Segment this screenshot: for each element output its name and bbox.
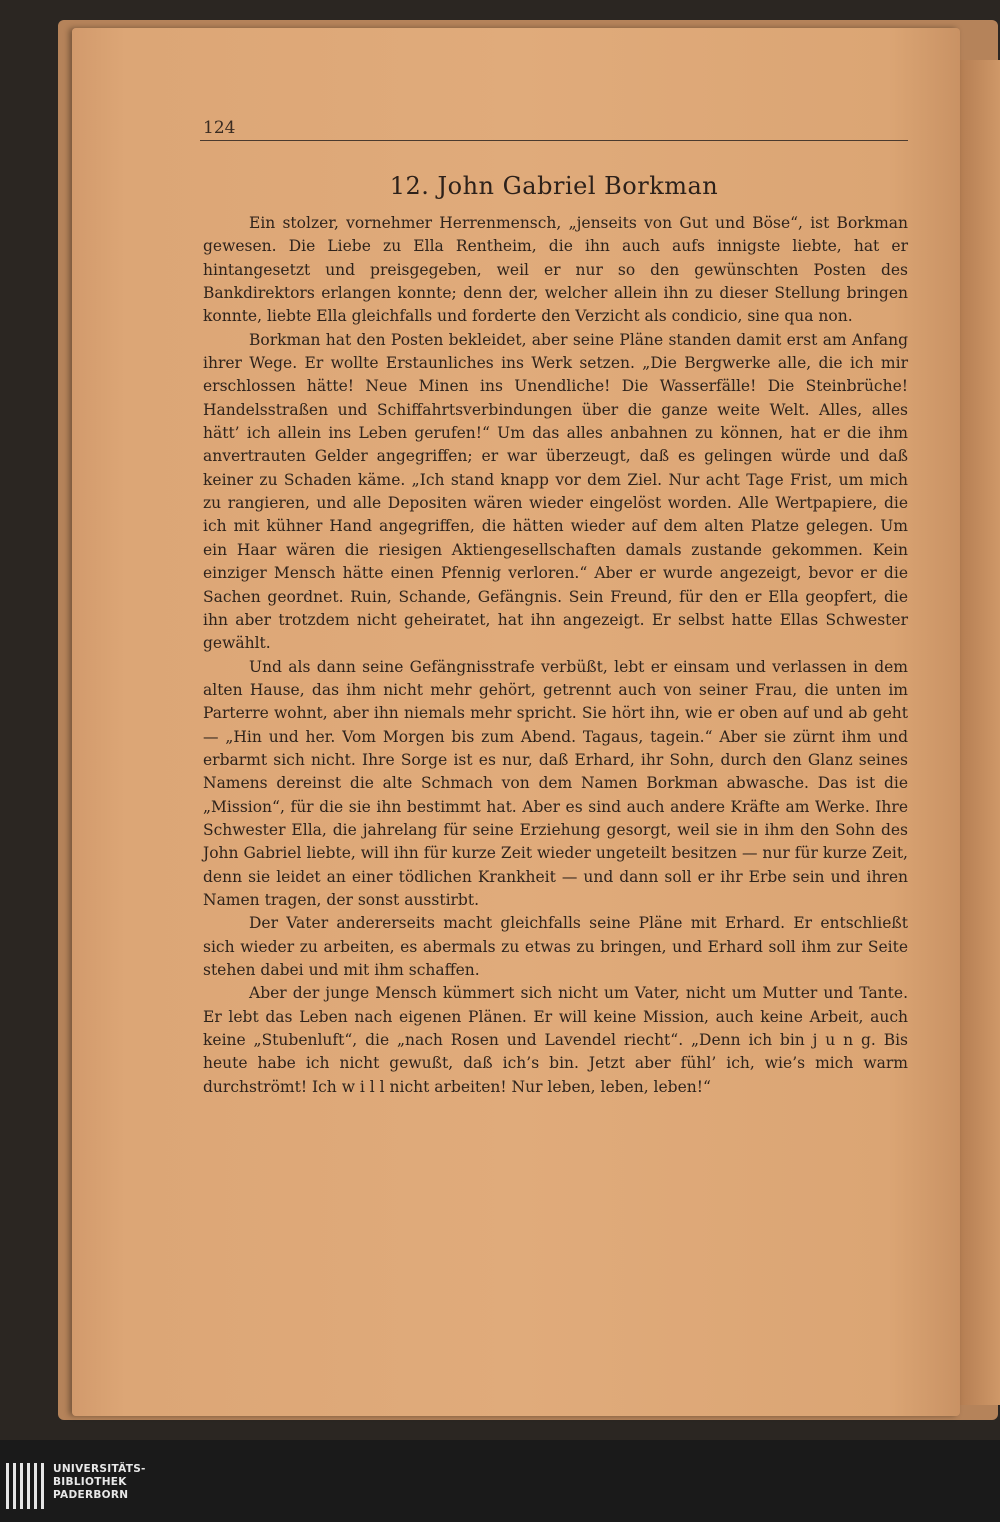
paragraph: Der Vater andererseits macht gleichfalls seine Pläne mit Erhard. Er entschließt sich wieder zu arbeiten, es abermals zu etwas zu bringen, und Erhard soll ihm zur Seite stehen dabei und mit ihm schaffen. <box>203 914 908 979</box>
facing-page-edge <box>958 60 1000 1405</box>
paragraph: Borkman hat den Posten bekleidet, aber seine Pläne standen damit erst am Anfang ihrer Wege. Er wollte Erstaunliches ins Werk setzen. „Die Bergwerke alle, die ich mir erschlossen hätte! Neue Minen ins Unendliche! Die Wasserfälle! Die Steinbrüche! Handelsstraßen und Schiffahrtsverbindungen über die ganze weite Welt. Alles, alles hätt’ ich allein ins Leben gerufen!“ Um das alles anbahnen zu können, hat er die ihm anvertrauten Gelder angegriffen; er war überzeugt, daß es gelingen würde und daß keiner zu Schaden käme. „Ich stand knapp vor dem Ziel. Nur acht Tage Frist, um mich zu rangieren, und alle Depositen wären wieder eingelöst worden. Alle Wertpapiere, die ich mit kühner Hand angegriffen, die hätten wieder auf dem alten Platze gelegen. Um ein Haar wären die riesigen Aktiengesellschaften damals zustande gekommen. Kein einziger Mensch hätte einen Pfennig verloren.“ Aber er wurde angezeigt, bevor er die Sachen geordnet. Ruin, Schande, Gefängnis. Sein Freund, für den er Ella geopfert, die ihn aber trotzdem nicht geheiratet, hat ihn angezeigt. Er selbst hatte Ellas Schwester gewählt. <box>203 330 908 653</box>
university-library-logo-icon <box>6 1463 44 1509</box>
page-number: 124 <box>203 118 236 138</box>
logo-line: UNIVERSITÄTS- <box>53 1463 146 1475</box>
paragraph: Aber der junge Mensch kümmert sich nicht um Vater, nicht um Mutter und Tante. Er lebt das Leben nach eigenen Plänen. Er will keine Mission, auch keine Arbeit, auch keine „Stubenluft“, die „nach Rosen und Lavendel riecht“. „Denn ich bin j u n g. Bis heute habe ich nicht gewußt, daß ich’s bin. Jetzt aber fühl’ ich, wie’s mich warm durchströmt! Ich w i l l nicht arbeiten! Nur leben, leben, leben!“ <box>203 984 908 1096</box>
library-logo-text <box>53 1463 146 1502</box>
chapter-title: 12. John Gabriel Borkman <box>389 172 719 200</box>
header-rule <box>200 140 908 141</box>
paragraph: Und als dann seine Gefängnisstrafe verbüßt, lebt er einsam und verlassen in dem alten Hause, das ihm nicht mehr gehört, getrennt auch von seiner Frau, die unten im Parterre wohnt, aber ihn niemals mehr spricht. Sie hört ihn, wie er oben auf und ab geht — „Hin und her. Vom Morgen bis zum Abend. Tagaus, tagein.“ Aber sie zürnt ihm und erbarmt sich nicht. Ihre Sorge ist es nur, daß Erhard, ihr Sohn, durch den Glanz seines Namens dereinst die alte Schmach von dem Namen Borkman abwasche. Das ist die „Mission“, für die sie ihn bestimmt hat. Aber es sind auch andere Kräfte am Werke. Ihre Schwester Ella, die jahrelang für seine Erziehung gesorgt, weil sie in ihm den Sohn des John Gabriel liebte, will ihn für kurze Zeit wieder ungeteilt besitzen — nur für kurze Zeit, denn sie leidet an einer tödlichen Krankheit — und dann soll er ihr Erbe sein und ihren Namen tragen, der sonst ausstirbt. <box>203 657 908 909</box>
paragraph: Ein stolzer, vornehmer Herrenmensch, „jenseits von Gut und Böse“, ist Borkman gewesen. Die Liebe zu Ella Rentheim, die ihn auch aufs innigste liebte, hat er hintangesetzt und preisgegeben, weil er nur so den gewünschten Posten des Bankdirektors erlangen konnte; denn der, welcher allein ihn zu dieser Stellung bringen konnte, liebte Ella gleichfalls und forderte den Verzicht als condicio, sine qua non. <box>203 214 908 326</box>
body-text <box>203 212 908 1099</box>
footer-bar <box>0 1440 1000 1522</box>
logo-line: PADERBORN <box>53 1489 129 1501</box>
logo-line: BIBLIOTHEK <box>53 1476 127 1488</box>
